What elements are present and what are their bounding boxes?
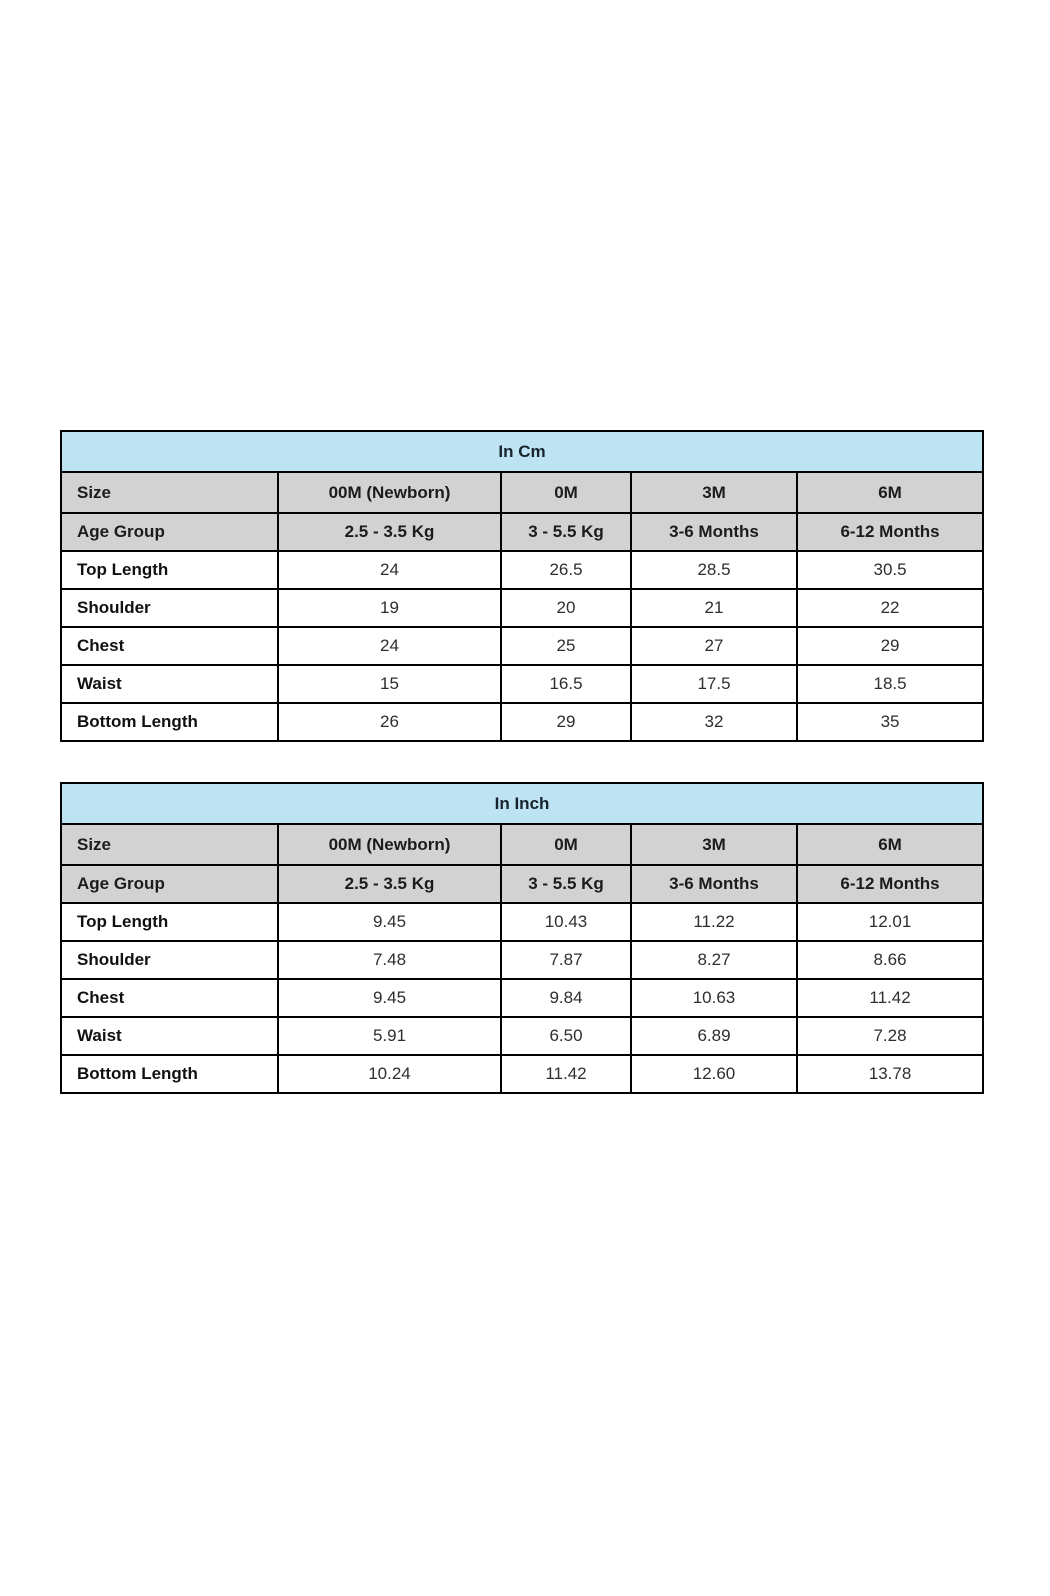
cell-value: 5.91: [278, 1017, 501, 1055]
cell-value: 26: [278, 703, 501, 741]
row-label: Chest: [61, 979, 278, 1017]
cell-value: 11.42: [797, 979, 983, 1017]
cm-size-col-3: 6M: [797, 472, 983, 513]
row-label: Top Length: [61, 551, 278, 589]
cell-value: 6.89: [631, 1017, 797, 1055]
table-row: [61, 903, 983, 941]
cell-value: 11.42: [501, 1055, 631, 1093]
cell-value: 15: [278, 665, 501, 703]
cell-value: 21: [631, 589, 797, 627]
table-row: [61, 589, 983, 627]
cell-value: 25: [501, 627, 631, 665]
table-row: [61, 1055, 983, 1093]
table-row: [61, 551, 983, 589]
cm-age-col-2: 3-6 Months: [631, 513, 797, 551]
table-row: [61, 703, 983, 741]
inch-size-col-1: 0M: [501, 824, 631, 865]
row-label: Waist: [61, 1017, 278, 1055]
cell-value: 35: [797, 703, 983, 741]
cell-value: 29: [501, 703, 631, 741]
cell-value: 22: [797, 589, 983, 627]
cell-value: 7.28: [797, 1017, 983, 1055]
inch-table-title: In Inch: [61, 783, 983, 824]
table-row: [61, 665, 983, 703]
cell-value: 16.5: [501, 665, 631, 703]
row-label: Waist: [61, 665, 278, 703]
row-label: Shoulder: [61, 589, 278, 627]
cm-age-col-0: 2.5 - 3.5 Kg: [278, 513, 501, 551]
row-label: Bottom Length: [61, 1055, 278, 1093]
inch-age-row-label: Age Group: [61, 865, 278, 903]
cell-value: 7.48: [278, 941, 501, 979]
inch-size-col-3: 6M: [797, 824, 983, 865]
cell-value: 26.5: [501, 551, 631, 589]
inch-age-col-3: 6-12 Months: [797, 865, 983, 903]
cm-size-col-1: 0M: [501, 472, 631, 513]
cm-size-row-label: Size: [61, 472, 278, 513]
cell-value: 13.78: [797, 1055, 983, 1093]
inch-age-col-0: 2.5 - 3.5 Kg: [278, 865, 501, 903]
inch-size-col-0: 00M (Newborn): [278, 824, 501, 865]
table-row: [61, 941, 983, 979]
cell-value: 12.60: [631, 1055, 797, 1093]
cell-value: 9.45: [278, 979, 501, 1017]
cell-value: 18.5: [797, 665, 983, 703]
cell-value: 7.87: [501, 941, 631, 979]
cell-value: 10.63: [631, 979, 797, 1017]
row-label: Top Length: [61, 903, 278, 941]
table-row: [61, 979, 983, 1017]
cell-value: 10.24: [278, 1055, 501, 1093]
inch-size-col-2: 3M: [631, 824, 797, 865]
row-label: Bottom Length: [61, 703, 278, 741]
cm-size-col-2: 3M: [631, 472, 797, 513]
size-chart-container: [60, 430, 982, 1094]
table-row: [61, 1017, 983, 1055]
size-chart-cm-table: [60, 430, 984, 742]
cell-value: 6.50: [501, 1017, 631, 1055]
cell-value: 12.01: [797, 903, 983, 941]
cell-value: 27: [631, 627, 797, 665]
cell-value: 20: [501, 589, 631, 627]
cell-value: 30.5: [797, 551, 983, 589]
cell-value: 8.27: [631, 941, 797, 979]
cell-value: 32: [631, 703, 797, 741]
row-label: Shoulder: [61, 941, 278, 979]
cell-value: 10.43: [501, 903, 631, 941]
table-row: [61, 627, 983, 665]
cell-value: 24: [278, 551, 501, 589]
cm-age-col-3: 6-12 Months: [797, 513, 983, 551]
cell-value: 28.5: [631, 551, 797, 589]
cm-age-col-1: 3 - 5.5 Kg: [501, 513, 631, 551]
size-chart-inch-table: [60, 782, 984, 1094]
inch-size-row-label: Size: [61, 824, 278, 865]
cell-value: 24: [278, 627, 501, 665]
cell-value: 29: [797, 627, 983, 665]
inch-age-col-1: 3 - 5.5 Kg: [501, 865, 631, 903]
cm-size-col-0: 00M (Newborn): [278, 472, 501, 513]
cell-value: 17.5: [631, 665, 797, 703]
cell-value: 9.45: [278, 903, 501, 941]
cm-table-title: In Cm: [61, 431, 983, 472]
cell-value: 8.66: [797, 941, 983, 979]
cell-value: 11.22: [631, 903, 797, 941]
cm-age-row-label: Age Group: [61, 513, 278, 551]
cell-value: 19: [278, 589, 501, 627]
cell-value: 9.84: [501, 979, 631, 1017]
inch-age-col-2: 3-6 Months: [631, 865, 797, 903]
row-label: Chest: [61, 627, 278, 665]
